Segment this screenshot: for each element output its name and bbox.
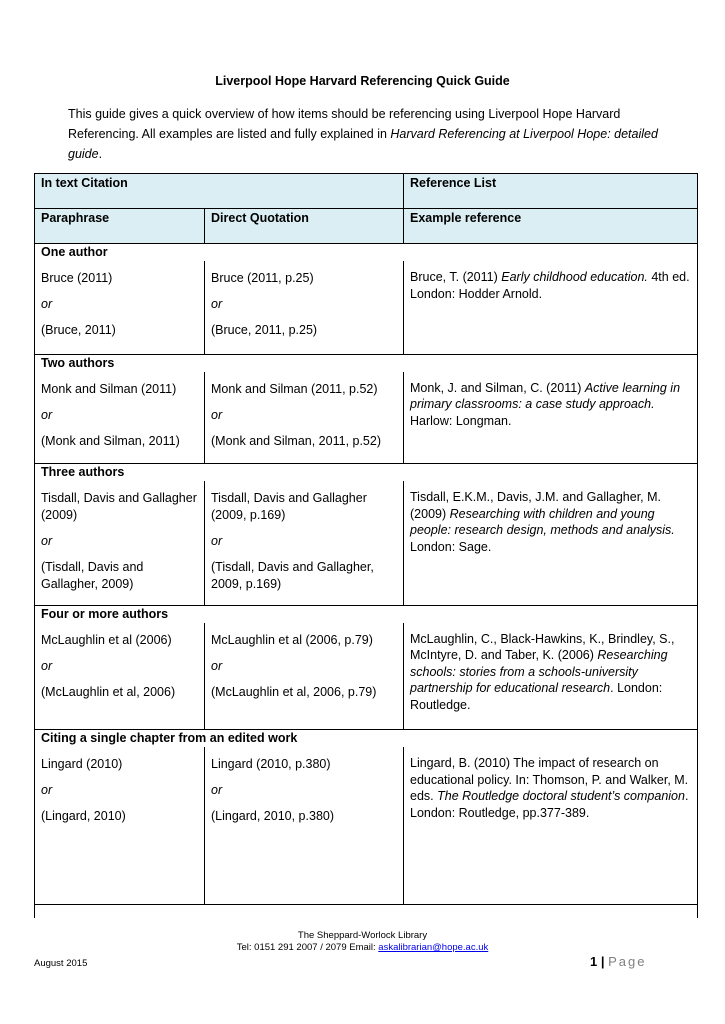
reference-text: Lingard, B. (2010) The impact of research on educational policy. In: Thomson, P. and Walker, M. eds. xyxy=(410,756,689,803)
reference-text: Monk, J. and Silman, C. (2011) xyxy=(410,380,585,395)
or-label: or xyxy=(41,534,53,548)
footer-contact-text: Tel: 0151 291 2007 / 2079 Email: xyxy=(236,942,379,953)
or-label: or xyxy=(41,783,53,797)
page-separator: | xyxy=(597,954,609,969)
direct-parenthetical: (Tisdall, Davis and Gallagher, 2009, p.169) xyxy=(211,560,374,591)
direct-parenthetical: (Monk and Silman, 2011, p.52) xyxy=(211,433,382,448)
reference-title: The Routledge doctoral student’s companion xyxy=(437,789,685,803)
paraphrase-narrative: Bruce (2011) xyxy=(41,271,113,285)
page-label: Page xyxy=(608,954,647,969)
page-number xyxy=(590,954,646,969)
continuation-row xyxy=(35,904,698,918)
paraphrase-parenthetical: (McLaughlin et al, 2006) xyxy=(41,684,176,699)
section-heading: Citing a single chapter from an edited work xyxy=(35,730,698,748)
paraphrase-cell xyxy=(35,481,205,605)
page-number-value: 1 xyxy=(590,954,598,969)
footer-library: The Sheppard-Worlock Library xyxy=(297,930,428,941)
direct-quotation-header: Direct Quotation xyxy=(205,209,404,244)
reference-title: Active learning in primary classrooms: a case study approach. xyxy=(410,380,681,411)
direct-quotation-cell xyxy=(205,747,404,904)
direct-narrative: Lingard (2010, p.380) xyxy=(211,757,331,771)
direct-narrative: Tisdall, Davis and Gallagher (2009, p.169) xyxy=(211,491,367,522)
section-heading: Three authors xyxy=(35,464,698,482)
reference-publisher: . London: Routledge, pp.377-389. xyxy=(410,789,689,820)
paraphrase-cell xyxy=(35,261,205,354)
or-label: or xyxy=(41,407,53,422)
footer-contact xyxy=(0,942,725,953)
intro-end: . xyxy=(98,147,103,161)
footer-date: August 2015 xyxy=(34,958,88,969)
referencing-table xyxy=(34,173,698,918)
reference-title: Researching with children and young people: research design, methods and analysis. xyxy=(410,506,675,537)
direct-quotation-cell xyxy=(205,372,404,464)
reference-text: Tisdall, E.K.M., Davis, J.M. and Gallagher, M. (2009) xyxy=(410,490,662,521)
or-label: or xyxy=(211,297,223,311)
example-reference-cell xyxy=(404,261,698,354)
intro-guide-title: Harvard Referencing at Liverpool Hope: detailed guide xyxy=(68,127,658,161)
page-title: Liverpool Hope Harvard Referencing Quick Guide xyxy=(215,74,510,88)
direct-narrative: Monk and Silman (2011, p.52) xyxy=(211,381,378,396)
reference-publisher: . London: Routledge. xyxy=(410,681,663,712)
or-label: or xyxy=(211,534,223,548)
intro-paragraph xyxy=(68,104,668,164)
intro-text: This guide gives a quick overview of how items should be referencing using Liverpool Hope Harvard Referencing. All examples are listed and fully explained in xyxy=(68,107,621,141)
email-link[interactable]: askalibrarian@hope.ac.uk xyxy=(378,942,489,953)
section-heading: One author xyxy=(35,244,698,262)
example-reference-header: Example reference xyxy=(404,209,698,244)
reference-text: Bruce, T. (2011) xyxy=(410,270,502,284)
paraphrase-header: Paraphrase xyxy=(35,209,205,244)
direct-narrative: McLaughlin et al (2006, p.79) xyxy=(211,632,373,647)
example-reference-cell xyxy=(404,747,698,904)
reference-publisher: Harlow: Longman. xyxy=(410,413,512,428)
paraphrase-parenthetical: (Monk and Silman, 2011) xyxy=(41,433,180,448)
direct-parenthetical: (Bruce, 2011, p.25) xyxy=(211,323,318,337)
paraphrase-parenthetical: (Tisdall, Davis and Gallagher, 2009) xyxy=(41,560,144,591)
direct-quotation-cell xyxy=(205,481,404,605)
direct-quotation-cell xyxy=(205,623,404,730)
reference-title: Researching schools: stories from a schools-university partnership for educational research xyxy=(410,648,668,695)
reference-title: Early childhood education. xyxy=(501,270,648,284)
paraphrase-parenthetical: (Bruce, 2011) xyxy=(41,323,116,337)
or-label: or xyxy=(211,407,223,422)
or-label: or xyxy=(211,783,223,797)
reference-list-header: Reference List xyxy=(404,174,698,209)
section-heading: Four or more authors xyxy=(35,605,698,623)
paraphrase-cell xyxy=(35,372,205,464)
paraphrase-cell xyxy=(35,747,205,904)
direct-parenthetical: (Lingard, 2010, p.380) xyxy=(211,809,335,823)
direct-narrative: Bruce (2011, p.25) xyxy=(211,271,314,285)
paraphrase-parenthetical: (Lingard, 2010) xyxy=(41,809,126,823)
in-text-citation-header: In text Citation xyxy=(35,174,404,209)
or-label: or xyxy=(211,658,223,673)
example-reference-cell xyxy=(404,623,698,730)
or-label: or xyxy=(41,658,53,673)
paraphrase-narrative: Lingard (2010) xyxy=(41,757,123,771)
paraphrase-narrative: McLaughlin et al (2006) xyxy=(41,632,172,647)
direct-quotation-cell xyxy=(205,261,404,354)
reference-publisher: 4th ed. London: Hodder Arnold. xyxy=(410,270,690,301)
or-label: or xyxy=(41,297,53,311)
reference-text: McLaughlin, C., Black-Hawkins, K., Brindley, S., McIntyre, D. and Taber, K. (2006) xyxy=(410,631,675,662)
example-reference-cell xyxy=(404,481,698,605)
paraphrase-narrative: Monk and Silman (2011) xyxy=(41,381,177,396)
section-heading: Two authors xyxy=(35,354,698,372)
example-reference-cell xyxy=(404,372,698,464)
paraphrase-narrative: Tisdall, Davis and Gallagher (2009) xyxy=(41,491,197,522)
paraphrase-cell xyxy=(35,623,205,730)
direct-parenthetical: (McLaughlin et al, 2006, p.79) xyxy=(211,684,377,699)
reference-publisher: London: Sage. xyxy=(410,539,492,554)
